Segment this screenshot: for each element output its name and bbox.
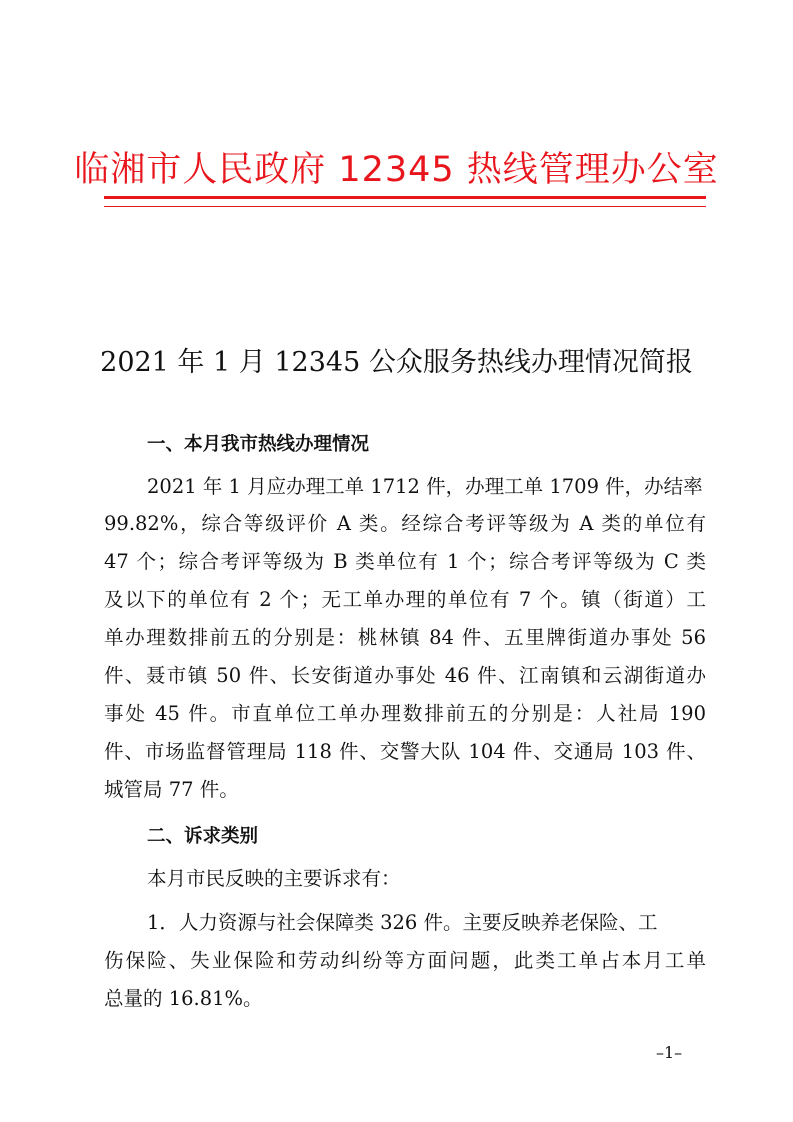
paragraph-line: 事处 45 件。市直单位工单办理数排前五的分别是：人社局 190 [104,702,706,725]
paragraph-line: 1．人力资源与社会保障类 326 件。主要反映养老保险、工 [147,911,658,934]
paragraph-line: 城管局 77 件。 [104,778,239,801]
paragraph-line: 99.82%，综合等级评价 A 类。经综合考评等级为 A 类的单位有 [104,512,706,535]
paragraph-line: 及以下的单位有 2 个；无工单办理的单位有 7 个。镇（街道）工 [104,588,706,611]
masthead-rule-thin [104,206,706,207]
paragraph-line: 单办理数排前五的分别是：桃林镇 84 件、五里牌街道办事处 56 [104,626,706,649]
document-title: 2021 年 1 月 12345 公众服务热线办理情况简报 [100,347,693,378]
paragraph-line: 2021 年 1 月应办理工单 1712 件，办理工单 1709 件，办结率 [147,475,703,498]
masthead-title: 临湘市人民政府 12345 热线管理办公室 [74,150,719,190]
paragraph-line: 本月市民反映的主要诉求有： [147,867,401,890]
paragraph-line: 总量的 16.81%。 [104,987,263,1010]
section-heading-2: 二、诉求类别 [147,826,259,847]
paragraph-line: 件、市场监督管理局 118 件、交警大队 104 件、交通局 103 件、 [104,740,706,763]
paragraph-line: 伤保险、失业保险和劳动纠纷等方面问题，此类工单占本月工单 [104,949,706,972]
masthead-rule-thick [104,196,706,199]
paragraph-line: 件、聂市镇 50 件、长安街道办事处 46 件、江南镇和云湖街道办 [104,664,706,687]
page-number: –1– [656,1043,683,1062]
section-heading-1: 一、本月我市热线办理情况 [147,434,370,455]
paragraph-line: 47 个；综合考评等级为 B 类单位有 1 个；综合考评等级为 C 类 [104,550,706,573]
